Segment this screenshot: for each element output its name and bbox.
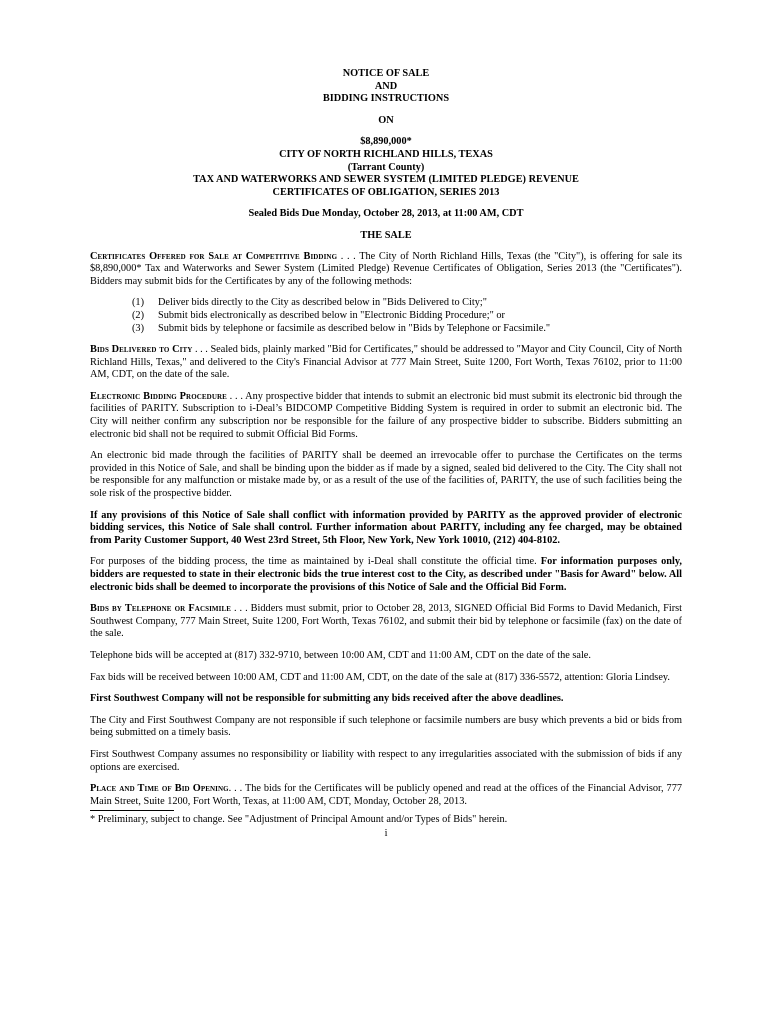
paragraph-text: . . . The bids for the Certificates will be publicly opened and read at the offices of the Financial Advisor, 777 Main Street, Suite 1200, Fort Worth, Texas, at 11:00 AM, CDT, Monday, October 28, 2013. [90, 783, 682, 807]
paragraph-parity-conflict: If any provisions of this Notice of Sale shall conflict with information provided by PARITY as the approved provider of electronic bidding services, this Notice of Sale shall control. Further information about PARITY, including any fee charged, may be obtained from Parity Customer Support, 40 West 23rd Street, 5th Floor, New York, New York 10010, (212) 404-8102. [90, 509, 682, 546]
paragraph-electronic-bidding [90, 391, 682, 441]
paragraph-text: . . . Any prospective bidder that intends to submit an electronic bid must submit its electronic bid through the facilities of PARITY. Subscription to i-Deal’s BIDCOMP Competitive Bidding System is required in order to submit an electronic bid. The City will neither confirm any subscription nor be responsible for the failure of any prospective bidder to subscribe. Bidders submitting an electronic bid shall not be required to submit Official Bid Forms. [90, 390, 682, 440]
paragraph-text: . . . Bidders must submit, prior to October 28, 2013, SIGNED Official Bid Forms to David Medanich, First Southwest Company, 777 Main Street, Suite 1200, Fort Worth, Texas 76102, and submit their bid by telephone or facsimile (fax) on the date of the sale. [90, 603, 682, 640]
footnote: * Preliminary, subject to change. See "Adjustment of Principal Amount and/or Types of Bids" herein. [90, 814, 508, 826]
title-line: AND [374, 80, 398, 92]
paragraph-competitive-bidding [90, 251, 682, 289]
bid-methods-list [90, 297, 682, 335]
title-block [90, 68, 682, 199]
issuer-name: CITY OF NORTH RICHLAND HILLS, TEXAS [279, 148, 493, 160]
paragraph-electronic-offer: An electronic bid made through the facilities of PARITY shall be deemed an irrevocable offer to purchase the Certificates on the terms provided in this Notice of Sale, and shall be binding upon the bidder as if made by a signed, sealed bid delivered to the City. The City shall not be responsible for any malfunction or mistake made by, or as a result of the use of the facilities of, PARITY, the use of such facilities being the sole risk of the prospective bidder. [90, 450, 682, 500]
list-item [132, 310, 682, 323]
list-number: (2) [132, 309, 145, 321]
title-line: BIDDING INSTRUCTIONS [322, 93, 450, 105]
title-line: NOTICE OF SALE [342, 68, 430, 79]
title-on: ON [378, 114, 394, 126]
run-in-heading: Bids by Telephone or Facsimile [90, 603, 231, 615]
paragraph-official-time [90, 556, 682, 594]
list-text: Submit bids by telephone or facsimile as described below in "Bids by Telephone or Facsimile." [158, 322, 551, 334]
paragraph-text: . . . The City of North Richland Hills, Texas (the "City"), is offering for sale its $8,890,000* Tax and Waterworks and Sewer System (Limited Pledge) Revenue Certificates of Obligation, Series 2013 (the "Certificates"). Bidders may submit bids for the Certificates by any of the following methods: [90, 250, 682, 287]
paragraph-not-responsible: First Southwest Company will not be responsible for submitting any bids received after the above deadlines. [90, 693, 564, 705]
run-in-heading: Electronic Bidding Procedure [90, 390, 227, 402]
paragraph-busy: The City and First Southwest Company are not responsible if such telephone or facsimile numbers are busy which prevents a bid or bids from being submitted on a timely basis. [90, 714, 682, 739]
paragraph-telephone-facsimile [90, 603, 682, 641]
list-item [132, 297, 682, 310]
list-number: (1) [132, 297, 145, 309]
paragraph-text: For purposes of the bidding process, the time as maintained by i-Deal shall constitute the official time. [90, 556, 541, 568]
list-text: Deliver bids directly to the City as described below in "Bids Delivered to City;" [158, 297, 487, 309]
run-in-heading: Certificates Offered for Sale at Competitive Bidding [90, 250, 338, 262]
issuer-county: (Tarrant County) [347, 161, 425, 173]
page-number: i [384, 827, 388, 839]
section-heading-the-sale: THE SALE [360, 229, 412, 241]
issue-amount: $8,890,000* [360, 136, 412, 148]
paragraph-fax-accept: Fax bids will be received between 10:00 AM, CDT and 11:00 AM, CDT, on the date of the sale at (817) 336-5572, attention: Gloria Lindsey. [90, 671, 670, 683]
paragraph-telephone-accept: Telephone bids will be accepted at (817) 332-9710, between 10:00 AM, CDT and 11:00 AM, CDT on the date of the sale. [90, 649, 591, 661]
run-in-heading: Bids Delivered to City [90, 344, 193, 356]
list-item [132, 323, 682, 336]
footnote-divider [90, 810, 174, 811]
list-text: Submit bids electronically as described below in "Electronic Bidding Procedure;" or [158, 309, 505, 321]
issue-description: TAX AND WATERWORKS AND SEWER SYSTEM (LIMITED PLEDGE) REVENUE [193, 174, 579, 186]
document-page [90, 68, 682, 841]
paragraph-irregularities: First Southwest Company assumes no responsibility or liability with respect to any irregularities associated with the submission of bids if any options are exercised. [90, 748, 682, 773]
paragraph-bold-text: For information purposes only, bidders are requested to state in their electronic bids the true interest cost to the City, as described under "Basis for Award" below. All electronic bids shall be deemed to incorporate the provisions of this Notice of Sale and the Official Bid Form. [90, 556, 682, 593]
run-in-heading: Place and Time of Bid Opening [90, 783, 229, 795]
paragraph-bids-delivered [90, 344, 682, 382]
issue-series: CERTIFICATES OF OBLIGATION, SERIES 2013 [272, 186, 500, 198]
paragraph-place-time [90, 783, 682, 808]
sealed-bids-due: Sealed Bids Due Monday, October 28, 2013, at 11:00 AM, CDT [248, 208, 524, 220]
paragraph-text: . . . Sealed bids, plainly marked "Bid for Certificates," should be addressed to "Mayor and City Council, City of North Richland Hills, Texas," and delivered to the City's Financial Advisor at 777 Main Street, Suite 1200, Fort Worth, Texas 76102, prior to 11:00 AM, CDT, on the date of the sale. [90, 344, 682, 381]
list-number: (3) [132, 322, 145, 334]
